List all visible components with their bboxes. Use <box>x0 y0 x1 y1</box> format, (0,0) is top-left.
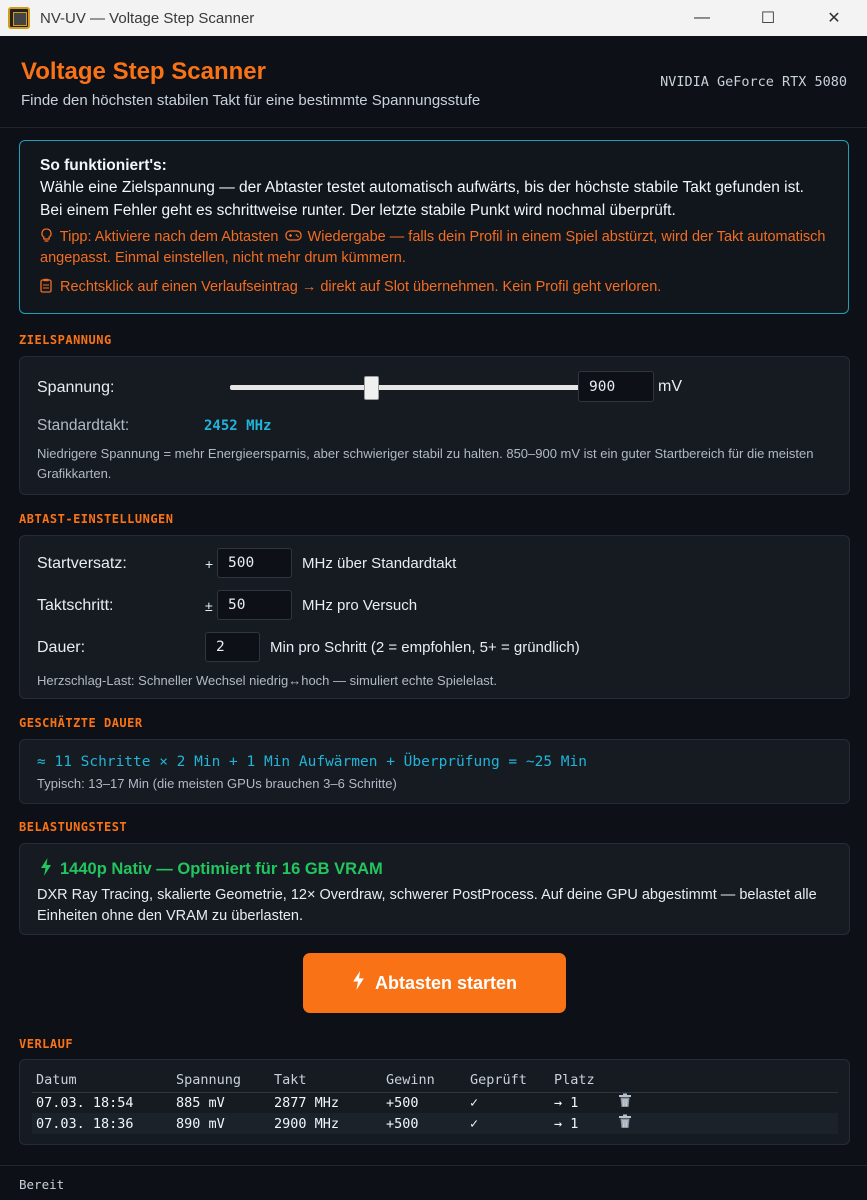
app-icon <box>8 7 30 29</box>
start-scan-button[interactable] <box>303 953 566 1013</box>
start-offset-label: Startversatz: <box>37 555 127 572</box>
info-tip-text-a: Tipp: Aktiviere nach dem Abtasten <box>59 229 279 245</box>
bolt-icon <box>352 971 365 995</box>
history-gain: +500 <box>382 1113 466 1134</box>
estimated-duration-panel <box>19 739 850 804</box>
start-offset-input[interactable]: 500 <box>217 548 292 578</box>
load-test-title <box>40 858 383 881</box>
start-scan-label: Abtasten starten <box>374 972 518 993</box>
voltage-input[interactable]: 900 <box>578 371 654 402</box>
clock-step-input[interactable]: 50 <box>217 590 292 620</box>
col-date: Datum <box>32 1068 172 1092</box>
col-gain: Gewinn <box>382 1068 466 1092</box>
history-row[interactable] <box>32 1092 838 1113</box>
section-target-voltage: ZIELSPANNUNG <box>19 333 112 347</box>
history-clock: 2900 MHz <box>270 1113 382 1134</box>
page-subtitle: Finde den höchsten stabilen Takt für eine bestimmte Spannungsstufe <box>21 92 481 109</box>
clock-step-sign: ± <box>205 598 213 614</box>
duration-unit: Min pro Schritt (2 = empfohlen, 5+ = gründlich) <box>270 639 580 656</box>
bolt-icon <box>40 858 52 881</box>
duration-label: Dauer: <box>37 639 86 656</box>
section-history: VERLAUF <box>19 1037 74 1051</box>
estimate-note: Typisch: 13–17 Min (die meisten GPUs brauchen 3–6 Schritte) <box>37 776 397 791</box>
voltage-unit: mV <box>658 378 682 395</box>
history-clock: 2877 MHz <box>274 1094 340 1111</box>
start-offset-sign: + <box>205 556 214 572</box>
history-voltage: 890 mV <box>172 1113 270 1134</box>
info-tip-history-text: Rechtsklick auf einen Verlaufseintrag → direkt auf Slot übernehmen. Kein Profil geht verloren. <box>60 279 662 295</box>
voltage-slider-thumb[interactable] <box>364 376 379 400</box>
close-button[interactable]: ✕ <box>827 10 841 27</box>
minimize-button[interactable]: — <box>694 9 710 26</box>
window-title: NV-UV — Voltage Step Scanner <box>40 9 255 27</box>
gamepad-icon <box>283 229 308 245</box>
clipboard-icon <box>40 279 60 295</box>
history-slot-button[interactable]: → 1 <box>550 1113 614 1134</box>
page-title: Voltage Step Scanner <box>21 58 266 85</box>
lightbulb-icon <box>40 229 60 245</box>
status-bar: Bereit <box>0 1165 867 1200</box>
clock-step-label: Taktschritt: <box>37 597 114 614</box>
history-row[interactable] <box>32 1113 838 1134</box>
gpu-name: NVIDIA GeForce RTX 5080 <box>660 74 847 90</box>
info-body: Wähle eine Zielspannung — der Abtaster testet automatisch aufwärts, bis der höchste stabile Takt gefunden ist. Bei einem Fehler geht es schrittweise runter. Der letzte stabile Punkt wird nochmal überprüft. <box>40 179 804 219</box>
col-clock: Takt <box>270 1068 382 1092</box>
maximize-button[interactable]: ☐ <box>760 10 776 27</box>
start-offset-unit: MHz über Standardtakt <box>302 555 457 572</box>
section-estimated-duration: GESCHÄTZTE DAUER <box>19 716 143 730</box>
history-header-row <box>32 1068 838 1092</box>
clock-step-unit: MHz pro Versuch <box>302 597 418 614</box>
estimate-formula: ≈ 11 Schritte × 2 Min + 1 Min Aufwärmen + Überprüfung = ~25 Min <box>37 754 587 770</box>
history-date: 07.03. 18:54 <box>36 1094 134 1111</box>
col-verified: Geprüft <box>466 1068 550 1092</box>
history-voltage: 885 mV <box>176 1094 225 1111</box>
info-heading: So funktioniert's: <box>40 157 167 174</box>
history-panel <box>19 1059 850 1145</box>
trash-icon <box>618 1096 632 1112</box>
info-box <box>19 140 849 314</box>
voltage-slider[interactable] <box>230 385 580 390</box>
delete-button[interactable] <box>614 1113 838 1134</box>
section-scan-settings: ABTAST-EINSTELLUNGEN <box>19 512 174 526</box>
history-gain: +500 <box>386 1094 419 1111</box>
history-table <box>32 1068 838 1134</box>
default-clock-label: Standardtakt: <box>37 417 130 434</box>
load-test-panel <box>19 843 850 935</box>
col-actions <box>614 1068 838 1092</box>
scan-settings-panel <box>19 535 850 699</box>
col-voltage: Spannung <box>172 1068 270 1092</box>
col-slot: Platz <box>550 1068 614 1092</box>
window-titlebar <box>0 0 867 36</box>
default-clock-value: 2452 MHz <box>204 418 272 434</box>
load-test-title-text: 1440p Nativ — Optimiert für 16 GB VRAM <box>60 860 383 878</box>
info-tip <box>40 227 828 269</box>
target-voltage-panel <box>19 356 850 495</box>
load-test-desc: DXR Ray Tracing, skalierte Geometrie, 12× Overdraw, schwerer PostProcess. Auf deine GPU abgestimmt — belastet alle Einheiten ohne den VRAM zu überlasten. <box>37 887 817 924</box>
delete-button[interactable] <box>614 1092 838 1113</box>
history-date: 07.03. 18:36 <box>32 1113 172 1134</box>
app-header <box>0 36 867 128</box>
trash-icon <box>618 1117 632 1133</box>
history-slot-button[interactable]: → 1 <box>554 1094 579 1111</box>
info-tip-history <box>40 278 828 295</box>
voltage-label: Spannung: <box>37 379 115 396</box>
history-verified: ✓ <box>470 1094 479 1111</box>
section-load-test: BELASTUNGSTEST <box>19 820 128 834</box>
info-tip-text-b: Wiedergabe — falls dein Profil in einem Spiel abstürzt, wird der Takt automatisch angepasst. Einmal einstellen, nicht mehr drum kümmern. <box>40 229 826 266</box>
heartbeat-note: Herzschlag-Last: Schneller Wechsel niedrig↔hoch — simuliert echte Spielelast. <box>37 673 498 688</box>
voltage-note: Niedrigere Spannung = mehr Energieersparnis, aber schwieriger stabil zu halten. 850–900 mV ist ein guter Startbereich für die meisten Grafikkarten. <box>37 446 814 481</box>
history-verified: ✓ <box>466 1113 550 1134</box>
duration-input[interactable]: 2 <box>205 632 260 662</box>
